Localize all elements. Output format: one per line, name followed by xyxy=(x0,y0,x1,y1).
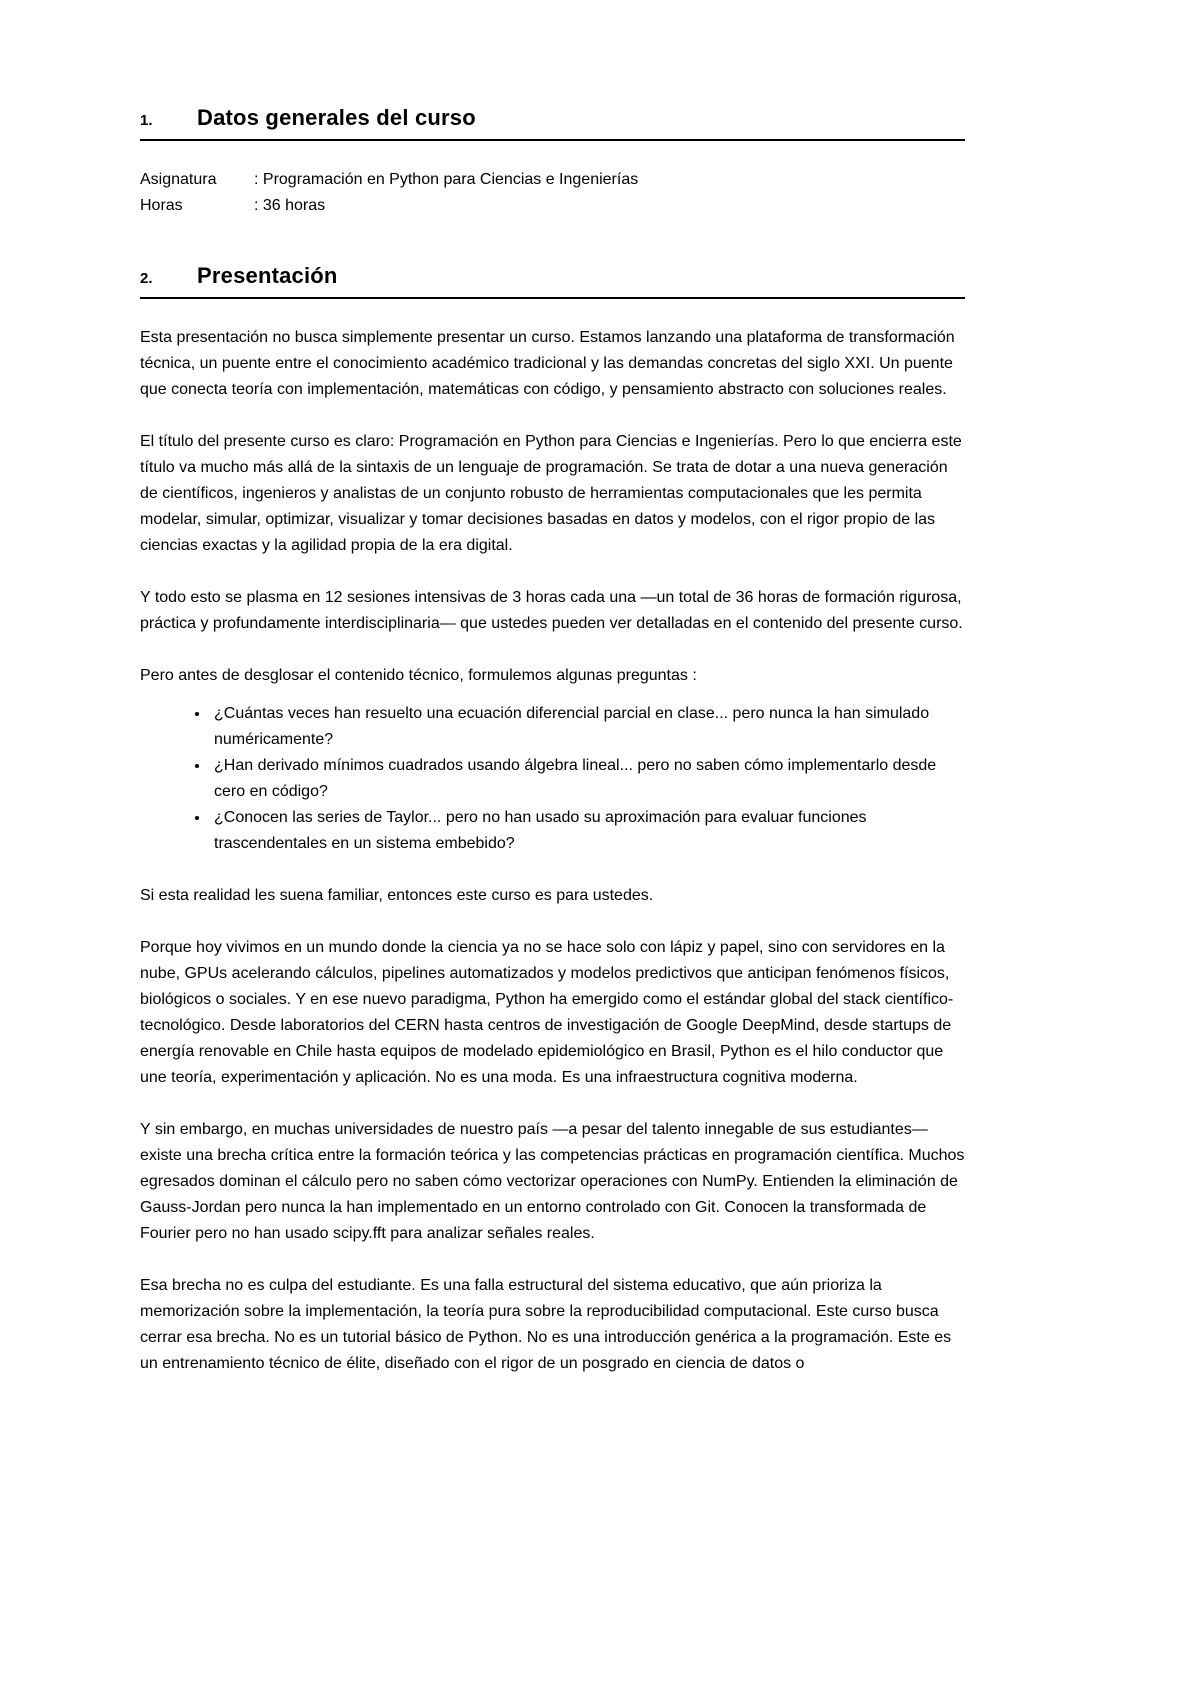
asignatura-row xyxy=(140,167,965,193)
section-number: 1. xyxy=(140,112,153,129)
list-item: • ¿Cuántas veces han resuelto una ecuación diferencial parcial en clase... pero nunca la han simulado numéricamente? xyxy=(210,701,965,753)
horas-row xyxy=(140,193,965,219)
paragraph: El título del presente curso es claro: Programación en Python para Ciencias e Ingenierías. Pero lo que encierra este título va mucho más allá de la sintaxis de un lenguaje de programación. Se trata de dotar a una nueva generación de científicos, ingenieros y analistas de un conjunto robusto de herramientas computacionales que les permita modelar, simular, optimizar, visualizar y tomar decisiones basadas en datos y modelos, con el rigor propio de las ciencias exactas y la agilidad propia de la era digital. xyxy=(140,433,962,554)
asignatura-label: Asignatura xyxy=(140,171,217,188)
horas-value: : 36 horas xyxy=(254,197,326,214)
course-general-info xyxy=(140,167,965,219)
horas-label: Horas xyxy=(140,197,183,214)
section-number: 2. xyxy=(140,270,153,287)
paragraph: Si esta realidad les suena familiar, entonces este curso es para ustedes. xyxy=(140,887,654,904)
section-title: Presentación xyxy=(197,263,338,288)
paragraph: Esa brecha no es culpa del estudiante. Es una falla estructural del sistema educativo, que aún prioriza la memorización sobre la implementación, la teoría pura sobre la reproducibilidad computacional. Este curso busca cerrar esa brecha. No es un tutorial básico de Python. No es una introducción genérica a la programación. Este es un entrenamiento técnico de élite, diseñado con el rigor de un posgrado en ciencia de datos o xyxy=(140,1277,952,1372)
paragraph: Porque hoy vivimos en un mundo donde la ciencia ya no se hace solo con lápiz y papel, sino con servidores en la nube, GPUs acelerando cálculos, pipelines automatizados y modelos predictivos que anticipan fenómenos físicos, biológicos o sociales. Y en ese nuevo paradigma, Python ha emergido como el estándar global del stack científico-tecnológico. Desde laboratorios del CERN hasta centros de investigación de Google DeepMind, desde startups de energía renovable en Chile hasta equipos de modelado epidemiológico en Brasil, Python es el hilo conductor que une teoría, experimentación y aplicación. No es una moda. Es una infraestructura cognitiva moderna. xyxy=(140,939,954,1086)
paragraph: Y sin embargo, en muchas universidades de nuestro país —a pesar del talento innegable de sus estudiantes— existe una brecha crítica entre la formación teórica y las competencias prácticas en programación científica. Muchos egresados dominan el cálculo pero no saben cómo vectorizar operaciones con NumPy. Entienden la eliminación de Gauss-Jordan pero nunca la han implementado en un entorno controlado con Git. Conocen la transformada de Fourier pero no han usado scipy.fft para analizar señales reales. xyxy=(140,1121,965,1242)
list-item: • ¿Conocen las series de Taylor... pero no han usado su aproximación para evaluar funciones trascendentales en un sistema embebido? xyxy=(210,805,965,857)
list-item: • ¿Han derivado mínimos cuadrados usando álgebra lineal... pero no saben cómo implementarlo desde cero en código? xyxy=(210,753,965,805)
section-heading-datos-generales xyxy=(140,105,965,141)
asignatura-value: : Programación en Python para Ciencias e Ingenierías xyxy=(254,171,639,188)
paragraph: Y todo esto se plasma en 12 sesiones intensivas de 3 horas cada una —un total de 36 horas de formación rigurosa, práctica y profundamente interdisciplinaria— que ustedes pueden ver detalladas en el contenido del presente curso. xyxy=(140,589,963,632)
paragraph-questions-intro: Pero antes de desglosar el contenido técnico, formulemos algunas preguntas : xyxy=(140,667,697,684)
paragraph: Esta presentación no busca simplemente presentar un curso. Estamos lanzando una plataforma de transformación técnica, un puente entre el conocimiento académico tradicional y las demandas concretas del siglo XXI. Un puente que conecta teoría con implementación, matemáticas con código, y pensamiento abstracto con soluciones reales. xyxy=(140,329,955,398)
question-bullet-list xyxy=(140,701,965,857)
section-title: Datos generales del curso xyxy=(197,105,476,130)
section-heading-presentacion xyxy=(140,263,965,299)
